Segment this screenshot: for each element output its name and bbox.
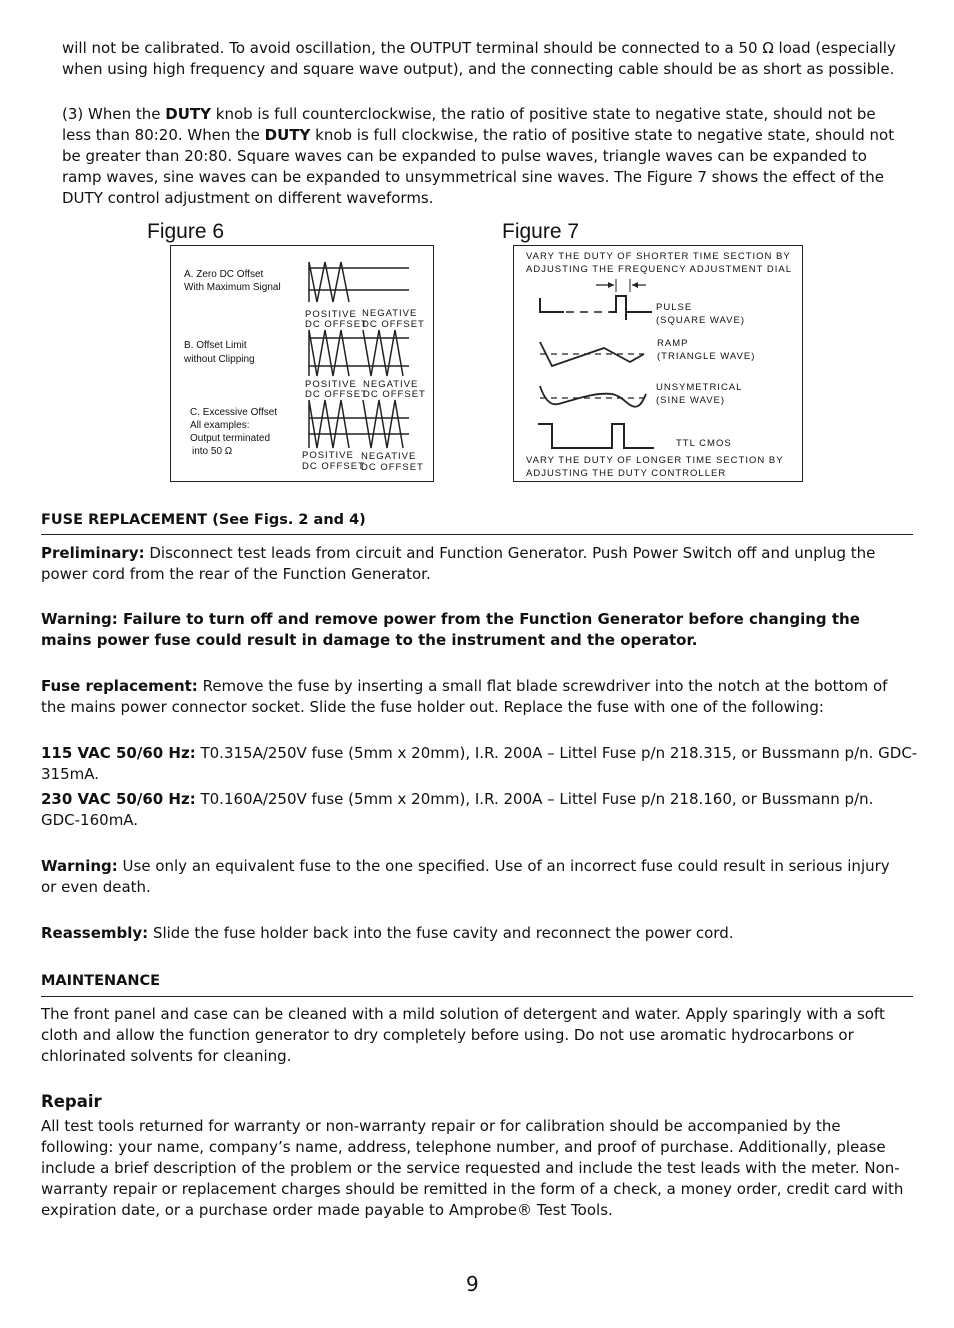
fuse-replacement-text: Remove the fuse by inserting a small flat blade screwdriver into the notch at the bottom of the mains power connector socket. Slide the fuse holder out. Replace the fuse with one of the following: <box>41 677 888 716</box>
maintenance-paragraph: The front panel and case can be cleaned with a mild solution of detergent and water. Apply sparingly with a soft cloth and allow the function generator to dry completely before using. Do not use aromatic hydrocarbons or chlorinated solvents for cleaning. <box>41 1005 885 1065</box>
fig7-bottom-label-1: VARY THE DUTY OF LONGER TIME SECTION BY <box>526 455 784 466</box>
fuse-divider <box>41 534 913 535</box>
fig7-ramp-label: RAMP <box>657 338 689 349</box>
figure-6-title: Figure 6 <box>147 220 225 243</box>
fig6-c-label-2: All examples: <box>190 420 250 431</box>
fig6-c-negative: NEGATIVE <box>361 451 417 462</box>
fig6-a-positive: POSITIVE <box>305 309 357 320</box>
fig6-c-label-3: Output terminated <box>190 433 271 444</box>
fuse-115-text: T0.315A/250V fuse (5mm x 20mm), I.R. 200A – Littel Fuse p/n 218.315, or Bussmann p/n. GDC-315mA. <box>41 744 918 783</box>
fig6-a-label-1: A. Zero DC Offset <box>184 269 264 280</box>
warning-power-text: Warning: Failure to turn off and remove power from the Function Generator before changing the mains power fuse could result in damage to the instrument and the operator. <box>41 610 860 649</box>
fig7-ramp-waveform <box>534 334 664 374</box>
maintenance-heading: MAINTENANCE <box>41 973 161 989</box>
fig6-c-label-1: C. Excessive Offset <box>190 407 278 418</box>
fuse-230-label: 230 VAC 50/60 Hz: <box>41 790 196 808</box>
reassembly-text: Slide the fuse holder back into the fuse cavity and reconnect the power cord. <box>148 924 734 942</box>
fig7-ttl-waveform <box>534 418 664 454</box>
fig6-waveform-b <box>307 326 417 381</box>
fig7-pulse-waveform <box>534 276 674 331</box>
fig7-bottom-label-2: ADJUSTING THE DUTY CONTROLLER <box>526 468 727 479</box>
reassembly-paragraph <box>41 923 901 944</box>
preliminary-text: Disconnect test leads from circuit and Function Generator. Push Power Switch off and unplug the power cord from the rear of the Function Generator. <box>41 544 876 583</box>
fig6-waveform-a <box>307 256 417 306</box>
reassembly-label: Reassembly: <box>41 924 149 942</box>
figure-7-title: Figure 7 <box>502 220 580 243</box>
fuse-115-label: 115 VAC 50/60 Hz: <box>41 744 196 762</box>
fig7-square-label: (SQUARE WAVE) <box>656 315 746 326</box>
fig7-sine-label: (SINE WAVE) <box>656 395 726 406</box>
preliminary-label: Preliminary: <box>41 544 145 562</box>
fig7-top-label-1: VARY THE DUTY OF SHORTER TIME SECTION BY <box>526 251 791 262</box>
fig6-a-negative-dc: DC OFFSET <box>362 319 425 330</box>
duty-keyword-1: DUTY <box>165 105 211 123</box>
fig6-c-label-4: into 50 Ω <box>192 446 233 457</box>
fig6-waveform-c <box>307 398 417 453</box>
duty-paragraph <box>41 104 902 209</box>
fuse-replacement-label: Fuse replacement: <box>41 677 198 695</box>
fig6-c-positive: POSITIVE <box>302 450 354 461</box>
duty-text-3: knob is full clockwise, the ratio of positive state to negative state, should not be greater than 20:80. Square waves can be expanded to pulse waves, triangle waves can be expanded to ramp waves, sine waves can be expanded to unsymmetrical sine waves. The Figure 7 shows the effect of the DUTY control adjustment on different waveforms. <box>62 126 895 207</box>
duty-keyword-2: DUTY <box>264 126 311 144</box>
fig6-a-negative: NEGATIVE <box>362 308 418 319</box>
fuse-replacement-paragraph <box>41 676 907 718</box>
fig6-b-positive: POSITIVE <box>305 379 357 390</box>
warning-power-paragraph <box>41 609 901 651</box>
fig6-a-label-2: With Maximum Signal <box>184 282 281 293</box>
fig7-unsym-label: UNSYMETRICAL <box>656 382 743 393</box>
intro-paragraph: will not be calibrated. To avoid oscillation, the OUTPUT terminal should be connected to a 50 Ω load (especially when using high frequency and square wave output), and the connecting cable should be as short as possible. <box>62 39 896 78</box>
fig6-c-positive-dc: DC OFFSET <box>302 461 365 472</box>
fig7-triangle-label: (TRIANGLE WAVE) <box>657 351 756 362</box>
fuse-heading: FUSE REPLACEMENT (See Figs. 2 and 4) <box>41 512 366 528</box>
maintenance-divider <box>41 996 913 997</box>
fig6-b-negative-dc: DC OFFSET <box>363 389 426 400</box>
fig6-a-positive-dc: DC OFFSET <box>305 319 368 330</box>
fig6-b-label-2: without Clipping <box>184 354 255 365</box>
figure-7-box <box>513 245 803 482</box>
fig6-b-label-1: B. Offset Limit <box>184 340 247 351</box>
fig7-top-label-2: ADJUSTING THE FREQUENCY ADJUSTMENT DIAL <box>526 264 792 275</box>
preliminary-paragraph <box>41 543 901 585</box>
page-number: 9 <box>466 1272 479 1296</box>
fig7-pulse-label: PULSE <box>656 302 693 313</box>
warning-fuse-text: Use only an equivalent fuse to the one specified. Use of an incorrect fuse could result in serious injury or even death. <box>41 857 890 896</box>
fig6-b-positive-dc: DC OFFSET <box>305 389 368 400</box>
fuse-230-paragraph <box>41 789 901 831</box>
fuse-230-text: T0.160A/250V fuse (5mm x 20mm), I.R. 200A – Littel Fuse p/n 218.160, or Bussmann p/n. GDC-160mA. <box>41 790 874 829</box>
repair-paragraph: All test tools returned for warranty or non-warranty repair or for calibration should be accompanied by the following: your name, company’s name, address, telephone number, and proof of purchase. Additionally, please include a brief description of the problem or the service requested and include the test leads with the meter. Non-warranty repair or replacement charges should be remitted in the form of a check, a money order, credit card with expiration date, or a purchase order made payable to Amprobe® Test Tools. <box>41 1117 904 1219</box>
duty-text-2: knob is full counterclockwise, the ratio of positive state to negative state, should not be less than 80:20. When the <box>62 105 876 144</box>
fig6-b-negative: NEGATIVE <box>363 379 419 390</box>
duty-text-1: (3) When the <box>62 105 166 123</box>
warning-fuse-label: Warning: <box>41 857 118 875</box>
fuse-115-paragraph <box>41 743 921 785</box>
figure-6-box <box>170 245 434 482</box>
fig7-sine-waveform <box>534 378 664 418</box>
warning-fuse-paragraph <box>41 856 907 898</box>
fig7-ttl-label: TTL CMOS <box>676 438 732 449</box>
repair-heading: Repair <box>41 1092 102 1111</box>
fig6-c-negative-dc: DC OFFSET <box>361 462 424 473</box>
